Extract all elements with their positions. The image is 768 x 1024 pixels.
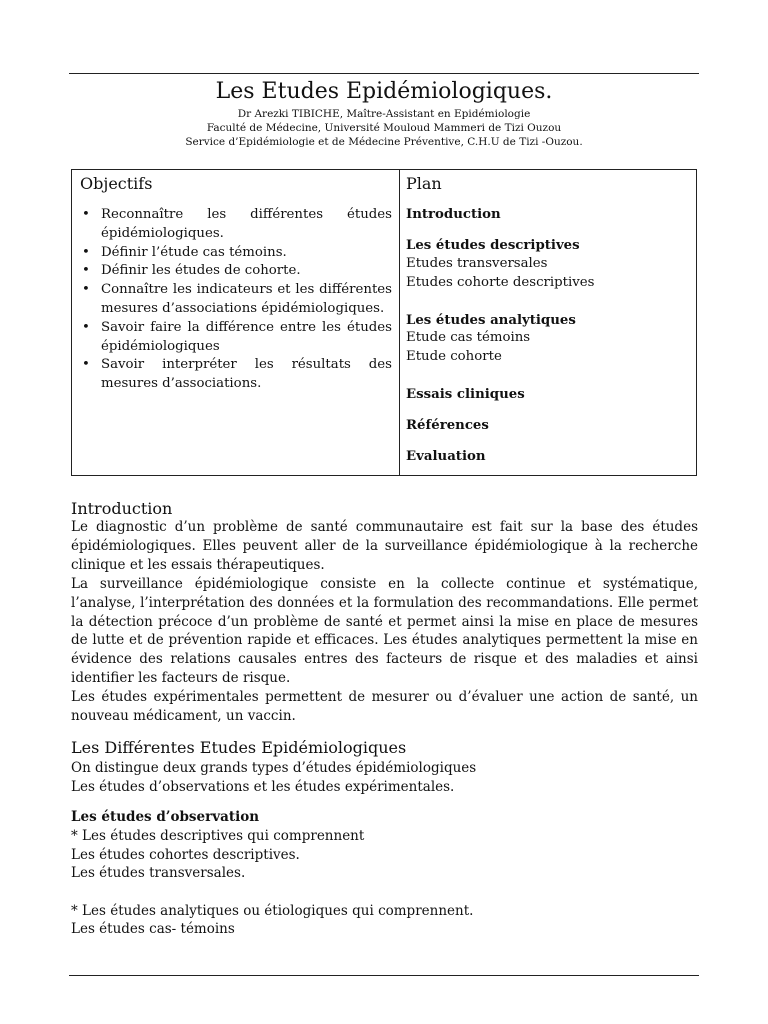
plan-introduction: Introduction bbox=[406, 207, 501, 222]
plan-essais: Essais cliniques bbox=[406, 387, 525, 402]
plan-cohorte-descriptives: Etudes cohorte descriptives bbox=[406, 275, 595, 290]
introduction-paragraph-1: Le diagnostic d’un problème de santé communautaire est fait sur la base des études épidémiologiques. Elles peuvent aller de la surveillance épidémiologique à la recherche clinique et les essais thérapeutiques. bbox=[71, 519, 698, 573]
introduction-paragraph-3: Les études expérimentales permettent de mesurer ou d’évaluer une action de santé, un nouveau médicament, un vaccin. bbox=[71, 689, 698, 724]
differentes-line-2: Les études d’observations et les études expérimentales. bbox=[71, 779, 455, 795]
objectif-item: • Connaître les indicateurs et les différentes mesures d’associations épidémiologiques. bbox=[80, 281, 392, 319]
observation-line-4: * Les études analytiques ou étiologiques qui comprennent. bbox=[71, 903, 474, 919]
top-rule bbox=[69, 73, 699, 74]
objectifs-list bbox=[80, 206, 392, 394]
observation-line-5: Les études cas- témoins bbox=[71, 921, 235, 937]
differentes-line-1: On distingue deux grands types d’études épidémiologiques bbox=[71, 760, 477, 776]
plan-cas-temoins: Etude cas témoins bbox=[406, 330, 531, 345]
observation-line-1: * Les études descriptives qui comprennent bbox=[71, 828, 365, 844]
plan-cohorte: Etude cohorte bbox=[406, 349, 502, 364]
observation-line-3: Les études transversales. bbox=[71, 865, 246, 881]
faculty-line: Faculté de Médecine, Université Mouloud Mammeri de Tizi Ouzou bbox=[206, 122, 562, 134]
table-divider bbox=[399, 170, 400, 475]
introduction-heading: Introduction bbox=[71, 499, 173, 518]
differentes-heading: Les Différentes Etudes Epidémiologiques bbox=[71, 738, 407, 757]
observation-line-2: Les études cohortes descriptives. bbox=[71, 847, 300, 863]
objectif-item: • Définir les études de cohorte. bbox=[80, 262, 392, 281]
plan-evaluation: Evaluation bbox=[406, 449, 486, 464]
document-title: Les Etudes Epidémiologiques. bbox=[215, 79, 553, 104]
objectif-item: • Reconnaître les différentes études épidémiologiques. bbox=[80, 206, 392, 244]
introduction-paragraph-2: La surveillance épidémiologique consiste en la collecte continue et systématique, l’analyse, l’interprétation des données et la formulation des recommandations. Elle permet la détection précoce d’un problème de santé et permet ainsi la mise en place de mesures de lutte et de prévention rapide et efficaces. Les études analytiques permettent la mise en évidence des relations causales entres des facteurs de risque et des maladies et ainsi identifier les facteurs de risque. bbox=[71, 576, 698, 686]
objectives-plan-table bbox=[71, 169, 697, 476]
plan-descriptives: Les études descriptives bbox=[406, 238, 580, 253]
objectif-item: • Définir l’étude cas témoins. bbox=[80, 244, 392, 263]
plan-references: Références bbox=[406, 418, 489, 433]
plan-heading: Plan bbox=[406, 174, 442, 193]
objectifs-heading: Objectifs bbox=[80, 174, 153, 193]
bottom-rule bbox=[69, 975, 699, 976]
plan-analytiques: Les études analytiques bbox=[406, 313, 576, 328]
plan-transversales: Etudes transversales bbox=[406, 256, 548, 271]
service-line: Service d’Epidémiologie et de Médecine Préventive, C.H.U de Tizi -Ouzou. bbox=[185, 136, 583, 148]
objectif-item: • Savoir faire la différence entre les études épidémiologiques bbox=[80, 319, 392, 357]
objectif-item: • Savoir interpréter les résultats des mesures d’associations. bbox=[80, 356, 392, 394]
observation-heading: Les études d’observation bbox=[71, 809, 260, 825]
author-line: Dr Arezki TIBICHE, Maître-Assistant en Epidémiologie bbox=[237, 108, 531, 120]
